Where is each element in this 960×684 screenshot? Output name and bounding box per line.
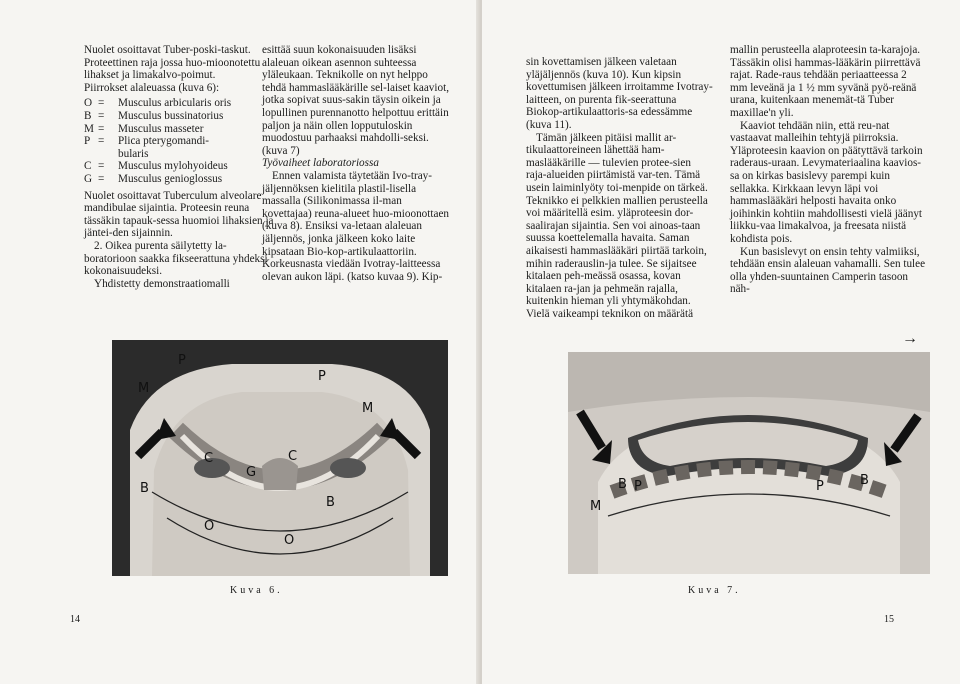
- paragraph: sin kovettamisen jälkeen valetaan yläjäljennös (kuva 10). Kun kipsin kovettumisen jälkeen irroitamme Ivotray-laitteen, on purenta fik-seerattuna Biokop-artikulaattoris-sa edessämme (kuva 11).: [526, 56, 713, 131]
- legend-eq: =: [98, 109, 105, 122]
- paragraph: Kaaviot tehdään niin, että reu-nat vastaavat malleihin tehtyjä piirroksia. Yläproteesin kaavion on päätyttävä tarkoin raderaus-uraan. Levymateriaalina kaavios-sa on kirkas basislevy parempi kuin sellakka. Kirkkaan levyn läpi voi hammaslääkäri helposti havaita onko joihinkin kohtiin mahdollisesti vielä jäänyt liikku-vaa limakalvoa, ja freesata niistä kohdista pois.: [730, 119, 923, 245]
- figure-label-o: O: [284, 533, 295, 548]
- figure-7-photo: [568, 352, 930, 574]
- right-column-1: [526, 56, 714, 320]
- paragraph: Piirrokset alaleuassa (kuva 6):: [84, 81, 220, 94]
- legend-name: bularis: [118, 147, 149, 160]
- legend-letter: C: [84, 160, 92, 173]
- figure-caption: Kuva 7.: [688, 585, 741, 596]
- paragraph: 2. Oikea purenta säilytetty la-boratorioon saakka fikseerattuna yhdeksi kokonaisuudeksi.: [84, 239, 268, 278]
- figure-label-o: O: [204, 519, 215, 534]
- legend-row: [84, 135, 274, 148]
- figure-label-p: P: [178, 353, 186, 368]
- legend-letter: G: [84, 172, 93, 185]
- legend-row: [84, 110, 274, 123]
- paragraph: esittää suun kokonaisuuden lisäksi alaleuan oikean asennon suhteessa yläleukaan. Teknikolle on nyt helppo tehdä hammaslääkärille sel-laiset kaaviot, jotka sopivat suus-sakin täysin oikein ja lopullinen purennanotto helpottuu erittäin paljon ja näin ollen lopputuloskin muodostuu parhaaksi mahdolli-seksi. (kuva 7): [262, 44, 450, 157]
- legend-letter: O: [84, 97, 93, 110]
- figure-6-photo: [112, 340, 448, 576]
- figure-label-c: C: [288, 449, 298, 464]
- figure-label-b: B: [860, 473, 869, 488]
- paragraph: Nuolet osoittavat Tuber-poski-taskut. Proteettinen raja jossa huo-mioonotettu lihakset ja limakalvo-poimut.: [84, 44, 261, 82]
- figure-label-b: B: [326, 495, 335, 510]
- legend-name: Plica pterygomandi-: [118, 135, 210, 148]
- legend-row: [84, 160, 274, 173]
- right-page: [482, 0, 960, 684]
- figure-label-m: M: [362, 401, 374, 416]
- figure-label-b: B: [618, 477, 627, 492]
- paragraph: Ennen valamista täytetään Ivo-tray-jäljennöksen kielitila plastil-lisella massalla (Silikonimassa il-man kovettajaa) reuna-alueet huo-mioonottaen (kuva 8). Ensiksi va-letaan alaleuan jäljennös, jonka jälkeen koko laite kipsataan Bio-kop-artikulaattoriin. Korkeusnasta viedään Ivotray-laitteessa olevan aukon läpi. (katso kuvaa 9). Kip-: [262, 169, 449, 283]
- legend-name: Musculus masseter: [118, 122, 204, 135]
- legend-name: Musculus mylohyoideus: [118, 160, 228, 173]
- paragraph: Tämän jälkeen pitäisi mallit ar-tikulaattoreineen lähettää ham-maslääkärille — tulevien protee-sien raja-alueiden piirtämistä var-ten. Tämä usein laiminlyöty toi-menpide on tärkeä. Teknikko ei pelkkien mallien perusteella voi määritellä esim. yläproteesin dor-saalirajan sijaintia. Sen voi ainoas-taan suussa koettelemalla havaita. Saman aikaisesti hammaslääkäri piirtää tarkoin, mihin raderauslin-ja tulee. Se sijaitsee kitalaen peh-meässä osassa, kovan kitalaen ra-jan ja pehmeän rajalla, kuitenkin hieman yli yhtymäkohdan. Vielä vaikeampi teknikon on määrätä: [526, 131, 708, 320]
- figure-label-m: M: [590, 499, 602, 514]
- paragraph: Yhdistetty demonstraatiomalli: [94, 277, 230, 290]
- figure-label-p: P: [634, 479, 642, 494]
- left-page: [0, 0, 478, 684]
- legend-name: Musculus genioglossus: [118, 172, 223, 185]
- muscle-legend: [84, 97, 274, 185]
- dental-model-lower-illustration: [112, 340, 448, 576]
- legend-eq: =: [98, 172, 105, 185]
- legend-eq: =: [98, 122, 105, 135]
- figure-label-m: M: [138, 381, 150, 396]
- legend-row: [84, 97, 274, 110]
- legend-name: Musculus arbicularis oris: [118, 97, 232, 110]
- legend-letter: M: [84, 122, 94, 135]
- legend-letter: P: [84, 135, 91, 148]
- figure-label-p: P: [816, 479, 824, 494]
- page-number: 15: [884, 614, 894, 625]
- left-column-1: [84, 44, 274, 290]
- paragraph: mallin perusteella alaproteesin ta-karajoja. Tässäkin olisi hammas-lääkärin piirrettävä rajat. Rade-raus tehdään periaatteessa 2 mm leveänä ja 1 ½ mm syvänä pyö-reänä urana, kuitenkaan menemät-tä Tuber maxillae'n yli.: [730, 44, 921, 119]
- paragraph: Nuolet osoittavat Tuberculum alveolare mandibulae sijaintia. Proteesin reuna tässäkin tapauk-sessa huomioi lihaksien ja jäntei-den sijainnin.: [84, 189, 274, 240]
- legend-eq: =: [98, 160, 105, 173]
- page-number: 14: [70, 614, 80, 625]
- legend-eq: =: [98, 135, 105, 148]
- section-heading: Työvaiheet laboratoriossa: [262, 157, 379, 170]
- left-column-2: [262, 44, 450, 283]
- legend-eq: =: [98, 97, 105, 110]
- paragraph: Kun basislevyt on ensin tehty valmiiksi, tehdään ensin alaleuan vahamalli. Sen tulee olla yhden-suuntainen Camperin tasoon näh-: [730, 245, 926, 296]
- figure-label-c: C: [204, 451, 214, 466]
- dental-model-articulated-illustration: [568, 352, 930, 574]
- figure-label-p: P: [318, 369, 326, 384]
- legend-letter: B: [84, 109, 92, 122]
- continue-arrow-icon: →: [902, 330, 918, 347]
- legend-row: [84, 173, 274, 186]
- figure-label-g: G: [246, 465, 257, 480]
- legend-row: [84, 148, 274, 161]
- right-column-2: [730, 44, 926, 296]
- legend-name: Musculus bussinatorius: [118, 109, 224, 122]
- legend-row: [84, 123, 274, 136]
- figure-caption: Kuva 6.: [230, 585, 283, 596]
- figure-label-b: B: [140, 481, 149, 496]
